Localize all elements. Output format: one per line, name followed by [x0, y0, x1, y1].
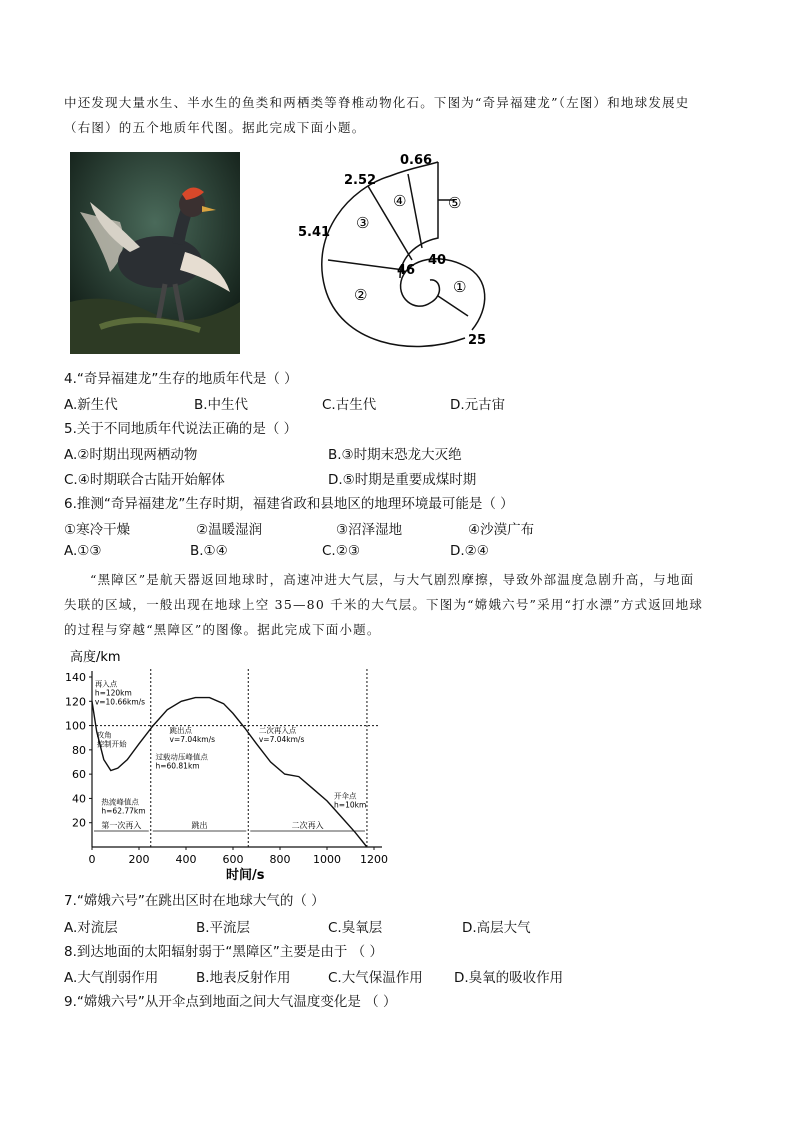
label-2-52: 2.52 — [344, 173, 377, 188]
q7-option-a[interactable]: A.对流层 — [64, 920, 118, 936]
x-tick-label: 1000 — [313, 853, 341, 866]
phase-label: 第一次再入 — [101, 821, 142, 830]
annotation-reentry2: 二次再入点 — [258, 725, 297, 735]
x-tick-label: 1200 — [360, 853, 388, 866]
x-tick-label: 200 — [128, 853, 150, 866]
annotation-entry: h=120km — [94, 688, 132, 698]
annotation-heat: h=62.77km — [101, 806, 146, 816]
y-tick-label: 80 — [72, 743, 86, 757]
annotation-attack: 控制开始 — [96, 739, 127, 749]
question-5-options-row-1 — [64, 443, 744, 465]
y-tick-label: 120 — [65, 695, 86, 709]
intro-1-line-2: （右图）的五个地质年代图。据此完成下面小题。 — [64, 120, 366, 135]
q5-option-d[interactable]: D.⑤时期是重要成煤时期 — [328, 472, 477, 488]
question-4-stem: 4.“奇异福建龙”生存的地质年代是（ ） — [64, 371, 298, 387]
chart-annotations — [95, 679, 366, 816]
q5-option-b[interactable]: B.③时期末恐龙大灭绝 — [328, 447, 462, 463]
y-tick-label: 20 — [72, 816, 86, 830]
q4-option-c[interactable]: C.古生代 — [322, 397, 377, 413]
label-46: 46 — [397, 263, 416, 278]
q7-option-d[interactable]: D.高层大气 — [462, 920, 531, 936]
q5-option-a[interactable]: A.②时期出现两栖动物 — [64, 447, 198, 463]
label-5-41: 5.41 — [298, 225, 331, 240]
chart-guides — [92, 669, 380, 847]
boundary-0-66 — [408, 174, 422, 248]
intro-1-line-1: 中还发现大量水生、半水生的鱼类和两栖类等脊椎动物化石。下图为“奇异福建龙”（左图）和地球发展史 — [64, 95, 690, 110]
question-6-items — [64, 518, 744, 540]
q6-item-1: ①寒冷干燥 — [64, 522, 131, 538]
q6-item-3: ③沼泽湿地 — [336, 522, 403, 538]
q6-option-c[interactable]: C.②③ — [322, 543, 360, 559]
label-40: 40 — [428, 253, 447, 268]
q6-option-b[interactable]: B.①④ — [190, 543, 228, 559]
x-axis-label: 时间/s — [226, 868, 265, 883]
question-7-stem: 7.“嫦娥六号”在跳出区时在地球大气的（ ） — [64, 893, 325, 909]
q6-item-4: ④沙漠广布 — [468, 522, 535, 538]
question-5-options-row-2 — [64, 468, 744, 490]
x-tick-label: 800 — [269, 853, 291, 866]
annotation-heat: 热流峰值点 — [101, 797, 139, 807]
reentry-trajectory-chart — [58, 645, 398, 885]
q6-option-d[interactable]: D.②④ — [450, 543, 489, 559]
q7-option-c[interactable]: C.臭氧层 — [328, 920, 383, 936]
question-6-stem: 6.推测“奇异福建龙”生存时期，福建省政和县地区的地理环境最可能是（ ） — [64, 496, 514, 512]
q4-option-a[interactable]: A.新生代 — [64, 397, 118, 413]
y-tick-label: 140 — [65, 671, 86, 684]
annotation-reentry2: v=7.04km/s — [258, 734, 305, 744]
question-4-options — [64, 393, 744, 415]
q7-option-b[interactable]: B.平流层 — [196, 920, 251, 936]
x-tick-label: 400 — [175, 853, 197, 866]
intro-paragraph-2 — [64, 567, 734, 642]
label-0-66: 0.66 — [400, 153, 433, 168]
annotation-chute: 开伞点 — [334, 791, 357, 801]
label-25: 25 — [468, 333, 487, 348]
y-tick-label: 60 — [72, 768, 86, 782]
annotation-overload: 过载动压峰值点 — [155, 752, 208, 762]
annotation-skip: v=7.04km/s — [169, 734, 216, 744]
phase-label: 二次再入 — [291, 821, 324, 830]
y-tick-label: 40 — [72, 792, 86, 806]
annotation-entry: v=10.66km/s — [94, 697, 146, 707]
q5-option-c[interactable]: C.④时期联合古陆开始解体 — [64, 472, 225, 488]
intro-2-line-2: 失联的区域，一般出现在地球上空 35—80 千米的大气层。下图为“嫦娥六号”采用“打水漂”方式返回地球 — [64, 597, 704, 612]
q4-option-d[interactable]: D.元古宙 — [450, 397, 506, 413]
boundary-25 — [438, 296, 468, 316]
q8-option-b[interactable]: B.地表反射作用 — [196, 970, 291, 986]
q6-option-a[interactable]: A.①③ — [64, 543, 102, 559]
phase-label: 跳出 — [191, 821, 208, 830]
q8-option-a[interactable]: A.大气削弱作用 — [64, 970, 159, 986]
era-5: ⑤ — [448, 194, 462, 212]
annotation-overload: h=60.81km — [155, 761, 200, 771]
question-7-options — [64, 916, 744, 938]
annotation-attack: 攻角 — [96, 730, 112, 740]
era-2: ② — [354, 286, 368, 304]
dinosaur-illustration — [70, 152, 240, 354]
y-axis-label: 高度/km — [70, 650, 121, 665]
q6-item-2: ②温暖湿润 — [196, 522, 263, 538]
x-tick-label: 0 — [88, 853, 96, 866]
q8-option-d[interactable]: D.臭氧的吸收作用 — [454, 970, 564, 986]
q8-option-c[interactable]: C.大气保温作用 — [328, 970, 423, 986]
x-tick-label: 600 — [222, 853, 244, 866]
q4-option-b[interactable]: B.中生代 — [194, 397, 249, 413]
boundary-5-41 — [328, 260, 404, 270]
intro-2-line-1: “黑障区”是航天器返回地球时，高速冲进大气层，与大气剧烈摩擦，导致外部温度急剧升高，与地面 — [90, 572, 695, 587]
question-9-stem: 9.“嫦娥六号”从开伞点到地面之间大气温度变化是 （ ） — [64, 994, 397, 1010]
geologic-spiral-diagram — [290, 148, 520, 358]
intro-paragraph-1 — [64, 90, 734, 140]
y-tick-label: 100 — [65, 719, 86, 733]
question-8-options — [64, 966, 744, 988]
annotation-entry: 再入点 — [94, 679, 118, 689]
dinosaur-photo — [70, 152, 240, 354]
question-8-stem: 8.到达地面的太阳辐射弱于“黑障区”主要是由于 （ ） — [64, 944, 383, 960]
intro-2-line-3: 的过程与穿越“黑障区”的图像。据此完成下面小题。 — [64, 622, 381, 637]
era-1: ① — [453, 278, 467, 296]
era-3: ③ — [356, 214, 370, 232]
era-4: ④ — [393, 192, 407, 210]
annotation-chute: h=10km — [334, 800, 367, 810]
question-5-stem: 5.关于不同地质年代说法正确的是（ ） — [64, 421, 298, 437]
question-6-options — [64, 543, 744, 565]
annotation-skip: 跳出点 — [169, 725, 193, 735]
